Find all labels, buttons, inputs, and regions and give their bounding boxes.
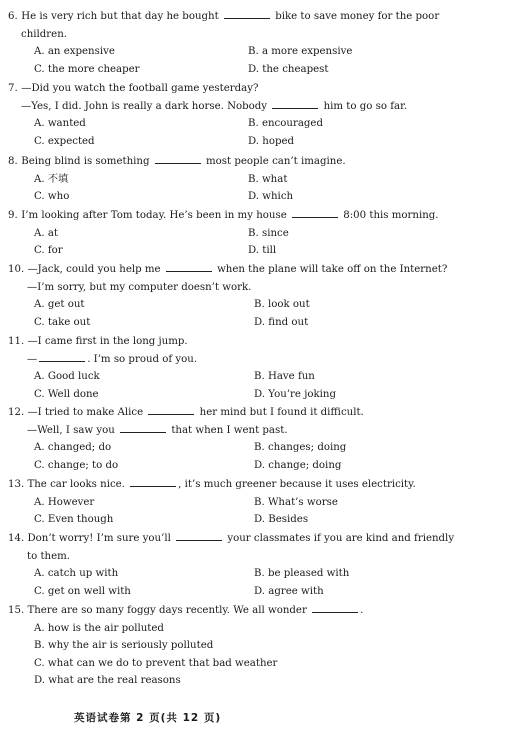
options-row <box>8 225 518 243</box>
options-row <box>8 368 518 386</box>
option-b[interactable]: B. be pleased with <box>254 568 350 579</box>
option-a[interactable]: A. at <box>34 227 59 239</box>
option-c[interactable]: C. expected <box>34 135 95 147</box>
stem-continuation <box>8 279 518 297</box>
stem-text: —I tried to make Alice <box>27 407 144 418</box>
stem-text: your classmates if you are kind and friendly <box>227 533 455 544</box>
answer-blank <box>155 153 201 164</box>
option-a[interactable]: A. 不填 <box>34 173 69 185</box>
question-7 <box>8 80 518 150</box>
option-b[interactable]: B. since <box>248 227 289 239</box>
option-c[interactable]: C. Even though <box>34 514 114 525</box>
stem-text: There are so many foggy days recently. We all wonder <box>27 605 307 616</box>
options-row <box>8 296 518 314</box>
page-footer: 英语试卷第 2 页(共 12 页) <box>74 712 222 724</box>
option-d[interactable]: D. the cheapest <box>248 63 329 75</box>
option-a[interactable]: A. catch up with <box>34 568 119 579</box>
question-8 <box>8 153 518 206</box>
option-c[interactable]: C. who <box>34 191 70 202</box>
option-c[interactable]: C. change; to do <box>34 459 119 471</box>
answer-blank <box>166 261 212 272</box>
option-b[interactable]: B. a more expensive <box>248 46 353 57</box>
answer-blank <box>148 404 194 415</box>
options-row <box>8 565 518 583</box>
stem-text: . <box>360 605 364 616</box>
stem-text: that when I went past. <box>171 424 288 436</box>
stem-continuation <box>8 548 518 566</box>
options-row <box>8 494 518 512</box>
stem-text: He is very rich but that day he bought <box>21 11 219 22</box>
question-stem <box>8 404 518 422</box>
option-a[interactable]: A. get out <box>34 299 85 310</box>
options-row <box>8 637 518 655</box>
question-14 <box>8 530 518 600</box>
option-c[interactable]: C. Well done <box>34 388 99 400</box>
stem-text: . I’m so proud of you. <box>87 353 198 365</box>
question-12 <box>8 404 518 474</box>
stem-text: most people can’t imagine. <box>205 156 346 167</box>
answer-blank <box>120 422 166 433</box>
options-row <box>8 620 518 638</box>
stem-text: Being blind is something <box>21 156 150 167</box>
option-a[interactable]: A. However <box>34 496 95 508</box>
question-number: 8. <box>8 156 18 167</box>
option-a[interactable]: A. an expensive <box>34 46 115 57</box>
stem-text: —I came first in the long jump. <box>27 336 188 347</box>
options-row <box>8 439 518 457</box>
option-d[interactable]: D. which <box>248 191 294 202</box>
question-stem <box>8 153 518 171</box>
stem-text: Don’t worry! I’m sure you’ll <box>27 533 171 544</box>
options-row <box>8 583 518 601</box>
stem-text: —I’m sorry, but my computer doesn’t work. <box>27 281 252 293</box>
question-stem <box>8 602 518 620</box>
option-b[interactable]: B. what <box>248 173 288 185</box>
stem-text: —Did you watch the football game yesterday? <box>21 83 259 94</box>
question-6 <box>8 8 518 78</box>
options-row <box>8 457 518 475</box>
question-stem <box>8 261 518 279</box>
stem-continuation <box>8 351 518 369</box>
question-stem <box>8 207 518 225</box>
option-c[interactable]: C. for <box>34 245 63 256</box>
option-b[interactable]: B. look out <box>254 299 310 310</box>
stem-text: children. <box>21 28 68 40</box>
question-number: 12. <box>8 407 25 418</box>
option-d[interactable]: D. change; doing <box>254 459 342 471</box>
option-d[interactable]: D. agree with <box>254 585 324 597</box>
options-row <box>8 43 518 61</box>
stem-text: —Yes, I did. John is really a dark horse. Nobody <box>21 100 268 112</box>
stem-text: her mind but I found it difficult. <box>199 407 364 418</box>
options-row <box>8 188 518 206</box>
answer-blank <box>272 98 318 109</box>
question-number: 14. <box>8 533 25 544</box>
stem-continuation <box>8 26 518 44</box>
question-number: 10. <box>8 264 25 275</box>
question-stem <box>8 8 518 26</box>
question-10 <box>8 261 518 331</box>
question-stem <box>8 476 518 494</box>
question-15 <box>8 602 518 690</box>
question-number: 13. <box>8 479 25 490</box>
answer-blank <box>39 351 85 362</box>
options-row <box>8 115 518 133</box>
option-d[interactable]: D. what are the real reasons <box>34 675 181 686</box>
stem-text: 8:00 this morning. <box>343 210 439 221</box>
option-a[interactable]: A. Good luck <box>34 371 100 382</box>
stem-text: bike to save money for the poor <box>275 11 440 22</box>
stem-continuation <box>8 422 518 440</box>
stem-text: —Jack, could you help me <box>27 264 161 275</box>
answer-blank <box>224 8 270 19</box>
option-a[interactable]: A. how is the air polluted <box>34 622 164 634</box>
options-row <box>8 171 518 189</box>
question-number: 6. <box>8 11 18 22</box>
question-number: 9. <box>8 210 18 221</box>
answer-blank <box>312 602 358 613</box>
stem-text: I’m looking after Tom today. He’s been in my house <box>21 210 287 221</box>
stem-text: him to go so far. <box>323 100 408 112</box>
question-number: 11. <box>8 336 25 347</box>
option-b[interactable]: B. encouraged <box>248 118 323 129</box>
option-c[interactable]: C. take out <box>34 316 91 328</box>
option-d[interactable]: D. find out <box>254 316 309 328</box>
option-d[interactable]: D. till <box>248 245 277 256</box>
option-a[interactable]: A. wanted <box>34 118 86 129</box>
question-number: 7. <box>8 83 18 94</box>
answer-blank <box>292 207 338 218</box>
stem-continuation <box>8 98 518 116</box>
option-c[interactable]: C. what can we do to prevent that bad weather <box>34 657 278 669</box>
question-11 <box>8 333 518 403</box>
option-a[interactable]: A. changed; do <box>34 442 112 453</box>
question-9 <box>8 207 518 260</box>
options-row <box>8 61 518 79</box>
option-d[interactable]: D. You’re joking <box>254 388 336 400</box>
stem-text: , it’s much greener because it uses electricity. <box>178 479 416 490</box>
options-row <box>8 655 518 673</box>
stem-text: —Well, I saw you <box>27 424 115 436</box>
question-number: 15. <box>8 605 25 616</box>
answer-blank <box>176 530 222 541</box>
option-b[interactable]: B. Have fun <box>254 371 315 382</box>
option-d[interactable]: D. hoped <box>248 135 295 147</box>
stem-text: to them. <box>27 550 71 562</box>
option-b[interactable]: B. changes; doing <box>254 442 347 453</box>
option-b[interactable]: B. What’s worse <box>254 496 338 508</box>
options-row <box>8 314 518 332</box>
answer-blank <box>130 476 176 487</box>
stem-text: when the plane will take off on the Internet? <box>217 264 448 275</box>
question-13 <box>8 476 518 529</box>
options-row <box>8 511 518 529</box>
stem-text: The car looks nice. <box>27 479 125 490</box>
option-c[interactable]: C. the more cheaper <box>34 63 140 75</box>
stem-text: — <box>27 353 38 365</box>
options-row <box>8 672 518 690</box>
options-row <box>8 242 518 260</box>
option-b[interactable]: B. why the air is seriously polluted <box>34 640 214 651</box>
question-stem <box>8 530 518 548</box>
question-stem <box>8 80 518 98</box>
options-row <box>8 386 518 404</box>
option-d[interactable]: D. Besides <box>254 514 309 525</box>
question-stem <box>8 333 518 351</box>
option-c[interactable]: C. get on well with <box>34 585 131 597</box>
options-row <box>8 133 518 151</box>
